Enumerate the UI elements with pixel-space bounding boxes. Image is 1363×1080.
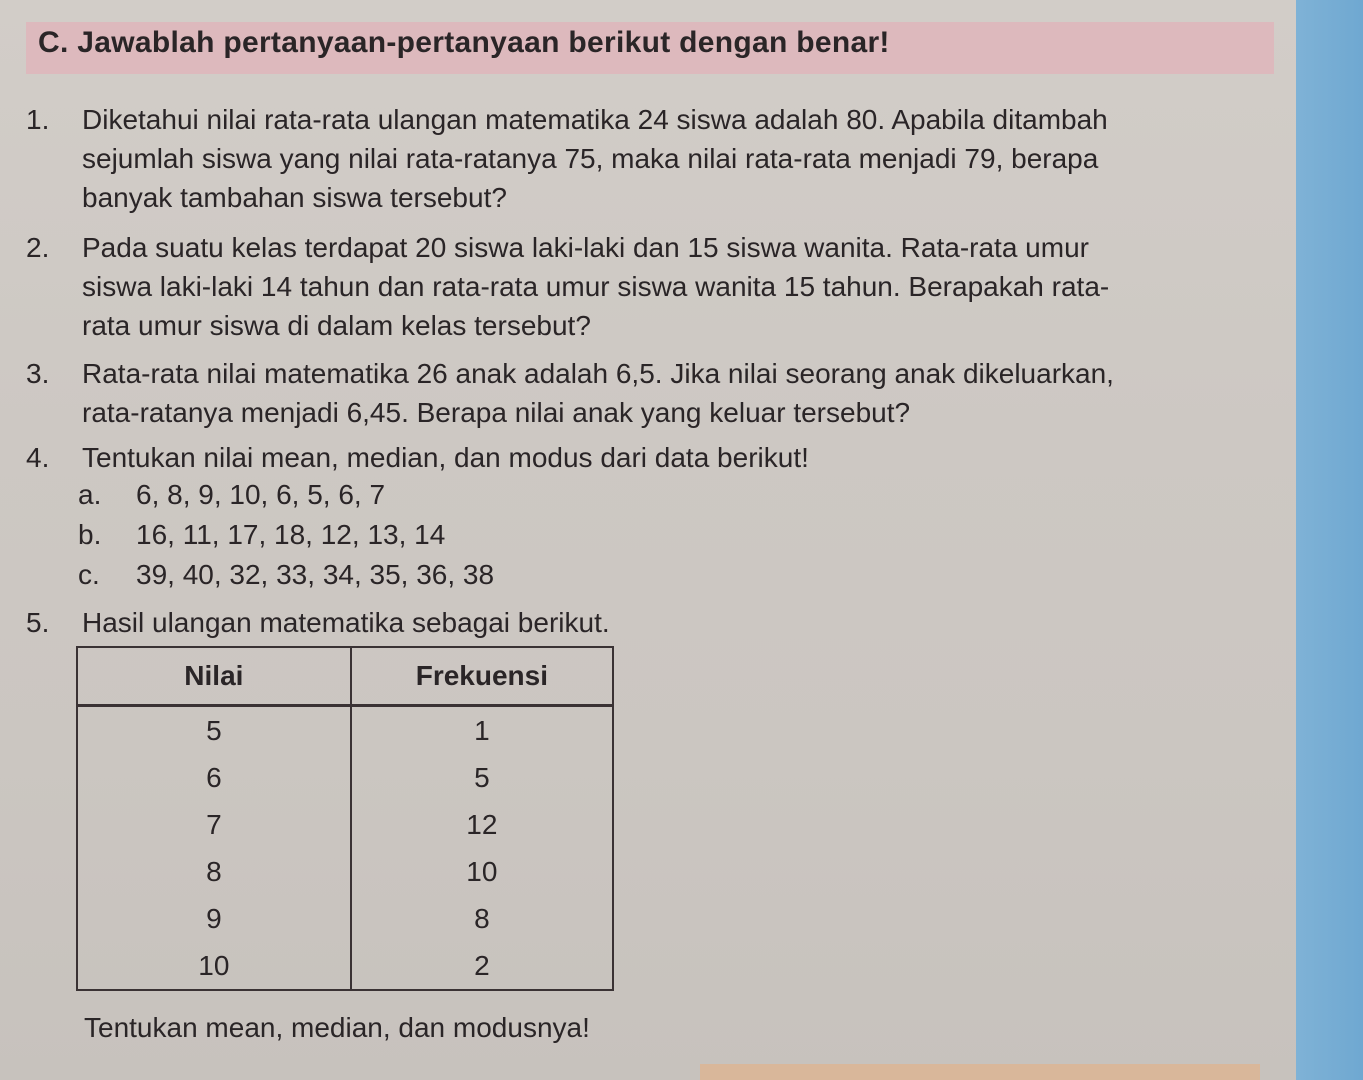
question-text-line: Diketahui nilai rata-rata ulangan matematika 24 siswa adalah 80. Apabila ditambah xyxy=(82,104,1108,135)
column-header-frekuensi: Frekuensi xyxy=(351,647,613,706)
question-text-line: Tentukan nilai mean, median, dan modus dari data berikut! xyxy=(82,442,809,473)
list-item xyxy=(78,475,385,515)
section-heading: C. Jawablah pertanyaan-pertanyaan berikut dengan benar! xyxy=(38,26,890,59)
table-row xyxy=(77,942,613,990)
question-number: 4. xyxy=(26,442,50,473)
question-text-line: Pada suatu kelas terdapat 20 siswa laki-laki dan 15 siswa wanita. Rata-rata umur xyxy=(82,232,1089,263)
question-text-line: Hasil ulangan matematika sebagai berikut. xyxy=(82,607,610,638)
item-letter: b. xyxy=(78,519,102,550)
list-item xyxy=(78,515,445,555)
table-row xyxy=(77,754,613,801)
table-cell: 10 xyxy=(351,848,613,895)
item-text: 39, 40, 32, 33, 34, 35, 36, 38 xyxy=(136,559,495,590)
item-letter: c. xyxy=(78,559,100,590)
question-text-line: rata umur siswa di dalam kelas tersebut? xyxy=(82,310,591,341)
question-text-line: Rata-rata nilai matematika 26 anak adalah 6,5. Jika nilai seorang anak dikeluarkan, xyxy=(82,358,1114,389)
table-cell: 10 xyxy=(77,942,351,990)
item-text: 6, 8, 9, 10, 6, 5, 6, 7 xyxy=(136,479,386,510)
table-cell: 9 xyxy=(77,895,351,942)
table-cell: 7 xyxy=(77,801,351,848)
question-text-line: rata-ratanya menjadi 6,45. Berapa nilai anak yang keluar tersebut? xyxy=(82,397,911,428)
page-bottom-band xyxy=(700,1064,1260,1080)
list-item xyxy=(78,555,494,595)
question-text-line: sejumlah siswa yang nilai rata-ratanya 75, maka nilai rata-rata menjadi 79, berapa xyxy=(82,143,1099,174)
table-cell: 2 xyxy=(351,942,613,990)
table-cell: 6 xyxy=(77,754,351,801)
table-row xyxy=(77,801,613,848)
table-cell: 5 xyxy=(351,754,613,801)
question-text-line: siswa laki-laki 14 tahun dan rata-rata umur siswa wanita 15 tahun. Berapakah rata- xyxy=(82,271,1110,302)
table-cell: 12 xyxy=(351,801,613,848)
column-header-nilai: Nilai xyxy=(77,647,351,706)
table-cell: 1 xyxy=(351,706,613,755)
table-header-row xyxy=(77,647,613,706)
question-5-instruction: Tentukan mean, median, dan modusnya! xyxy=(84,1012,590,1043)
item-letter: a. xyxy=(78,479,102,510)
table-cell: 8 xyxy=(351,895,613,942)
table-row xyxy=(77,848,613,895)
table-cell: 5 xyxy=(77,706,351,755)
frequency-table xyxy=(76,646,614,991)
item-text: 16, 11, 17, 18, 12, 13, 14 xyxy=(136,519,446,550)
question-number: 3. xyxy=(26,358,50,389)
table-row xyxy=(77,706,613,755)
blue-page-edge xyxy=(1296,0,1363,1080)
question-number: 1. xyxy=(26,104,50,135)
question-number: 2. xyxy=(26,232,50,263)
table-cell: 8 xyxy=(77,848,351,895)
question-text-line: banyak tambahan siswa tersebut? xyxy=(82,182,507,213)
question-number: 5. xyxy=(26,607,50,638)
table-row xyxy=(77,895,613,942)
